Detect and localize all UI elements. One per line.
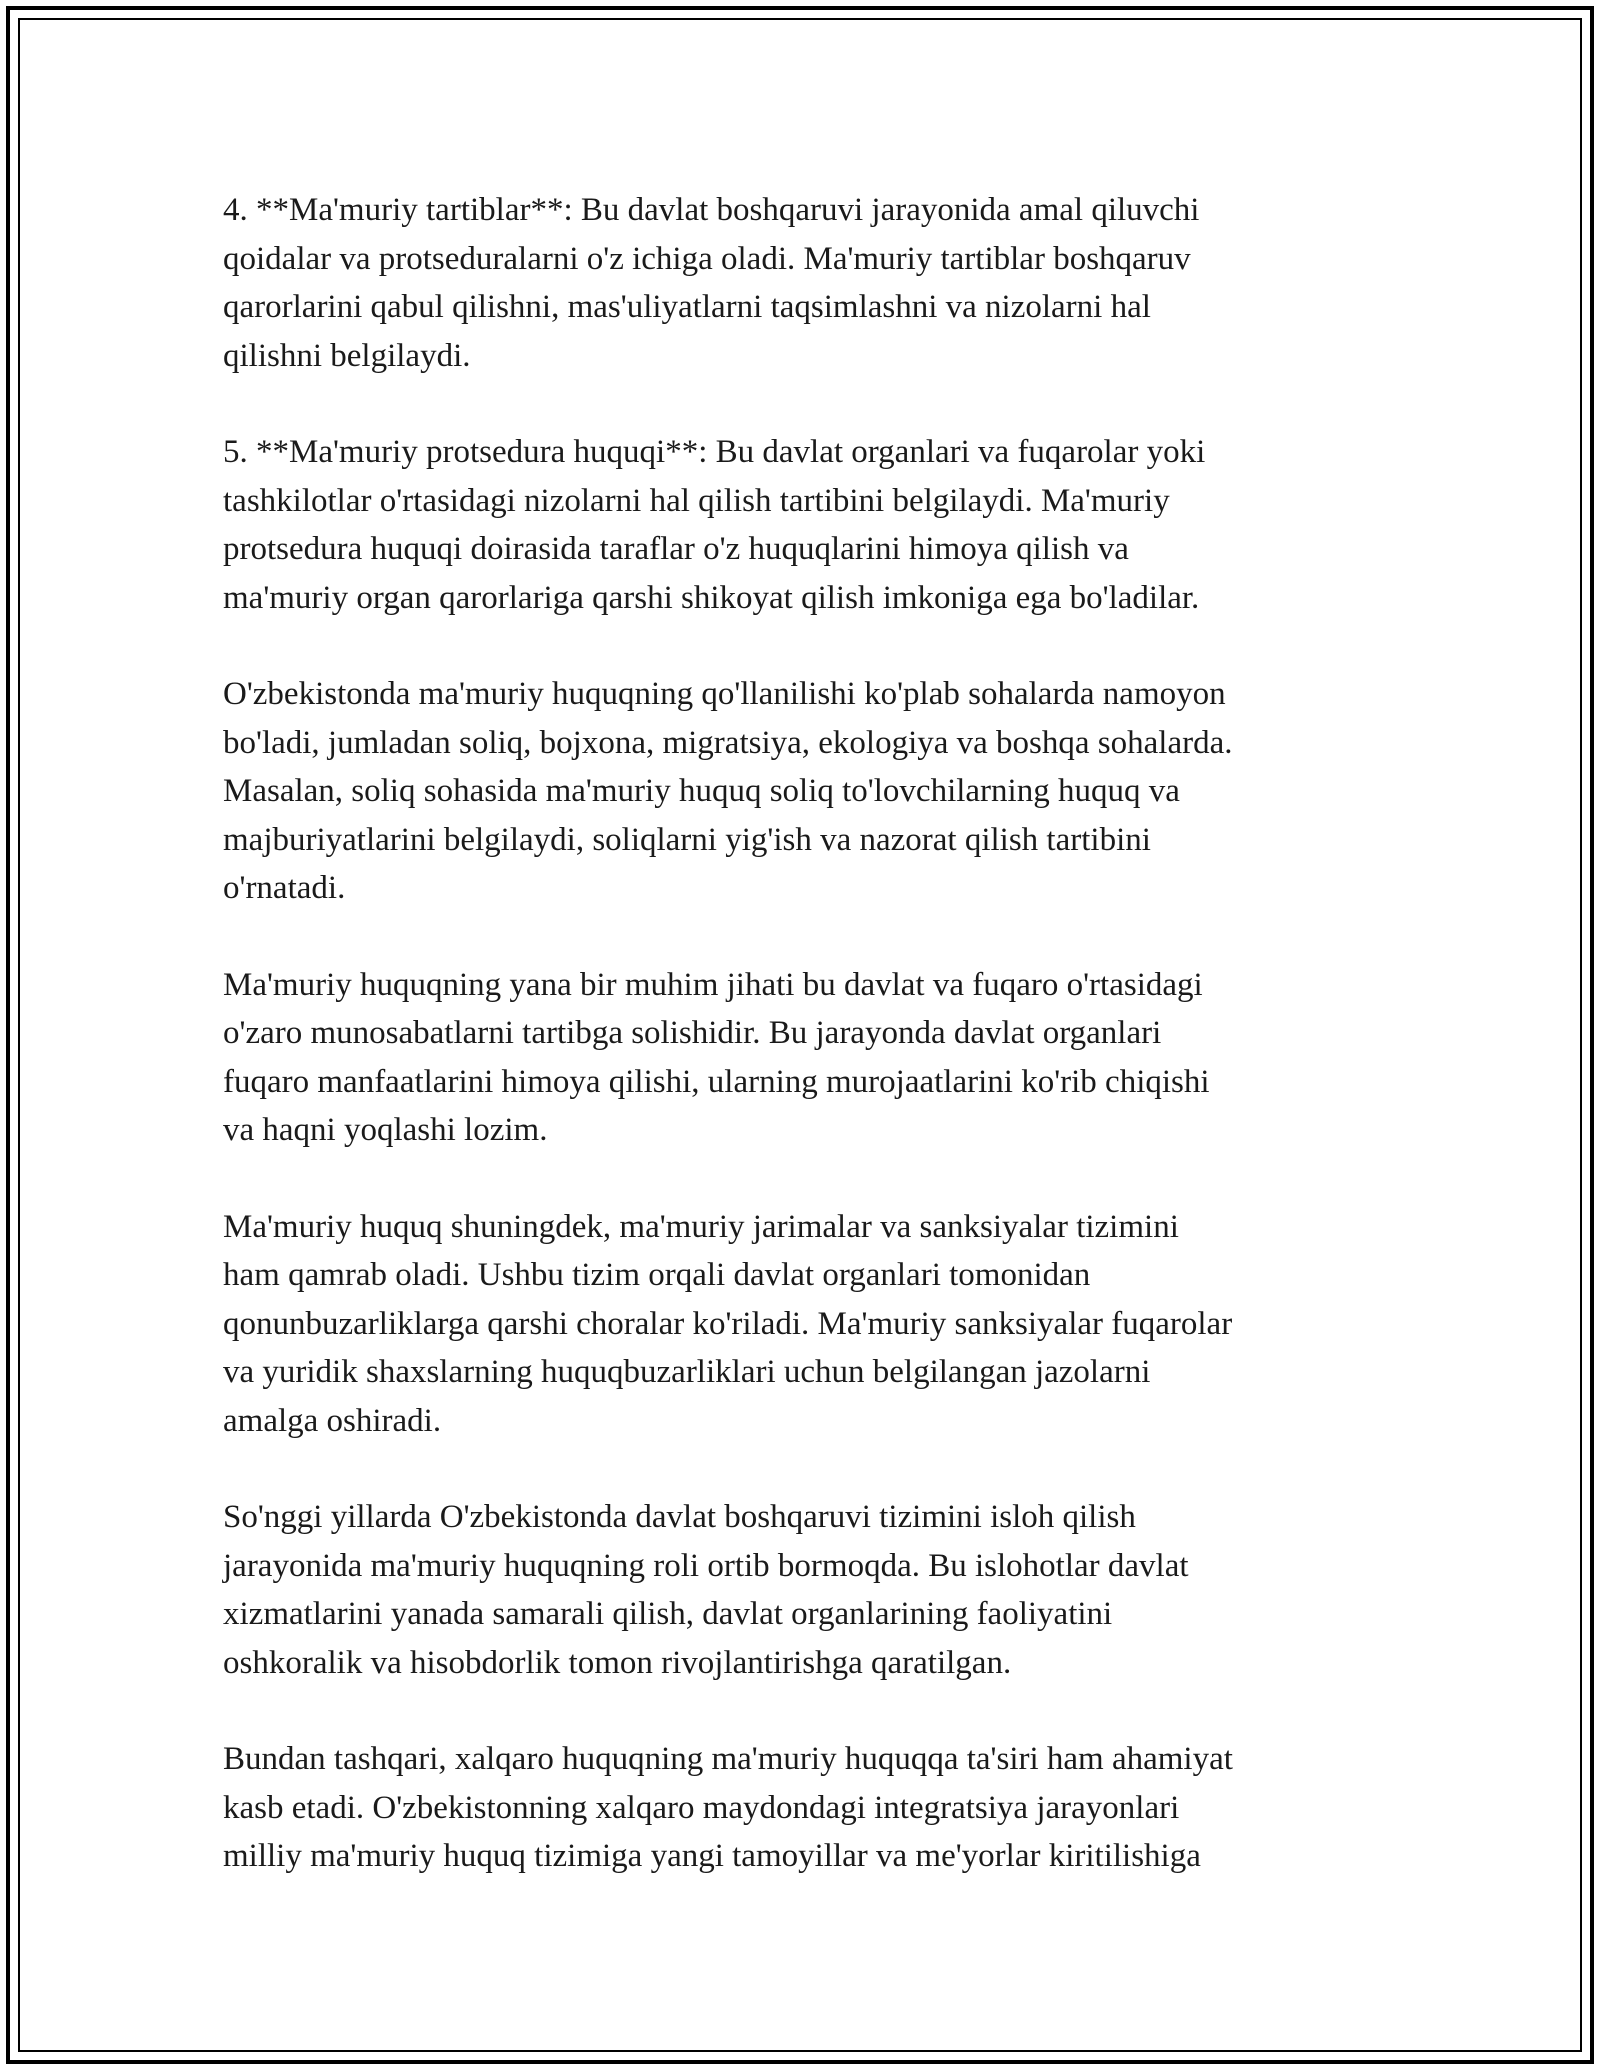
- paragraph-administrative-procedures: 4. **Ma'muriy tartiblar**: Bu davlat boshqaruvi jarayonida amal qiluvchi qoidalar va protseduralarni o'z ichiga oladi. Ma'muriy tartiblar boshqaruv qarorlarini qabul qilishni, mas'uliyatlarni taqsimlashni va nizolarni hal qilishni belgilaydi.: [223, 192, 1200, 374]
- paragraph-state-citizen-relations: Ma'muriy huquqning yana bir muhim jihati bu davlat va fuqaro o'rtasidagi o'zaro munosabatlarni tartibga solishidir. Bu jarayonda davlat organlari fuqaro manfaatlarini himoya qilishi, ularning murojaatlarini ko'rib chiqishi va haqni yoqlashi lozim.: [223, 966, 1210, 1148]
- paragraph-fines-and-sanctions: Ma'muriy huquq shuningdek, ma'muriy jarimalar va sanksiyalar tizimini ham qamrab oladi. Ushbu tizim orqali davlat organlari tomonidan qonunbuzarliklarga qarshi choralar ko'riladi. Ma'muriy sanksiyalar fuqarolar va yuridik shaxslarning huquqbuzarliklari uchun belgilangan jazolarni amalga oshiradi.: [223, 1208, 1233, 1439]
- document-body: [223, 186, 1383, 1929]
- paragraph-administrative-procedure-law: 5. **Ma'muriy protsedura huquqi**: Bu davlat organlari va fuqarolar yoki tashkilotlar o'rtasidagi nizolarni hal qilish tartibini belgilaydi. Ma'muriy protsedura huquqi doirasida taraflar o'z huquqlarini himoya qilish va ma'muriy organ qarorlariga qarshi shikoyat qilish imkoniga ega bo'ladilar.: [223, 434, 1206, 616]
- paragraph-international-influence: Bundan tashqari, xalqaro huquqning ma'muriy huquqqa ta'siri ham ahamiyat kasb etadi. O'zbekistonning xalqaro maydondagi integratsiya jarayonlari milliy ma'muriy huquq tizimiga yangi tamoyillar va me'yorlar kiritilishiga: [223, 1741, 1233, 1874]
- paragraph-application-in-uzbekistan: O'zbekistonda ma'muriy huquqning qo'llanilishi ko'plab sohalarda namoyon bo'ladi, jumladan soliq, bojxona, migratsiya, ekologiya va boshqa sohalarda. Masalan, soliq sohasida ma'muriy huquq soliq to'lovchilarning huquq va majburiyatlarini belgilaydi, soliqlarni yig'ish va nazorat qilish tartibini o'rnatadi.: [223, 676, 1233, 906]
- paragraph-recent-reforms: So'nggi yillarda O'zbekistonda davlat boshqaruvi tizimini isloh qilish jarayonida ma'muriy huquqning roli ortib bormoqda. Bu islohotlar davlat xizmatlarini yanada samarali qilish, davlat organlarining faoliyatini oshkoralik va hisobdorlik tomon rivojlantirishga qaratilgan.: [223, 1499, 1189, 1681]
